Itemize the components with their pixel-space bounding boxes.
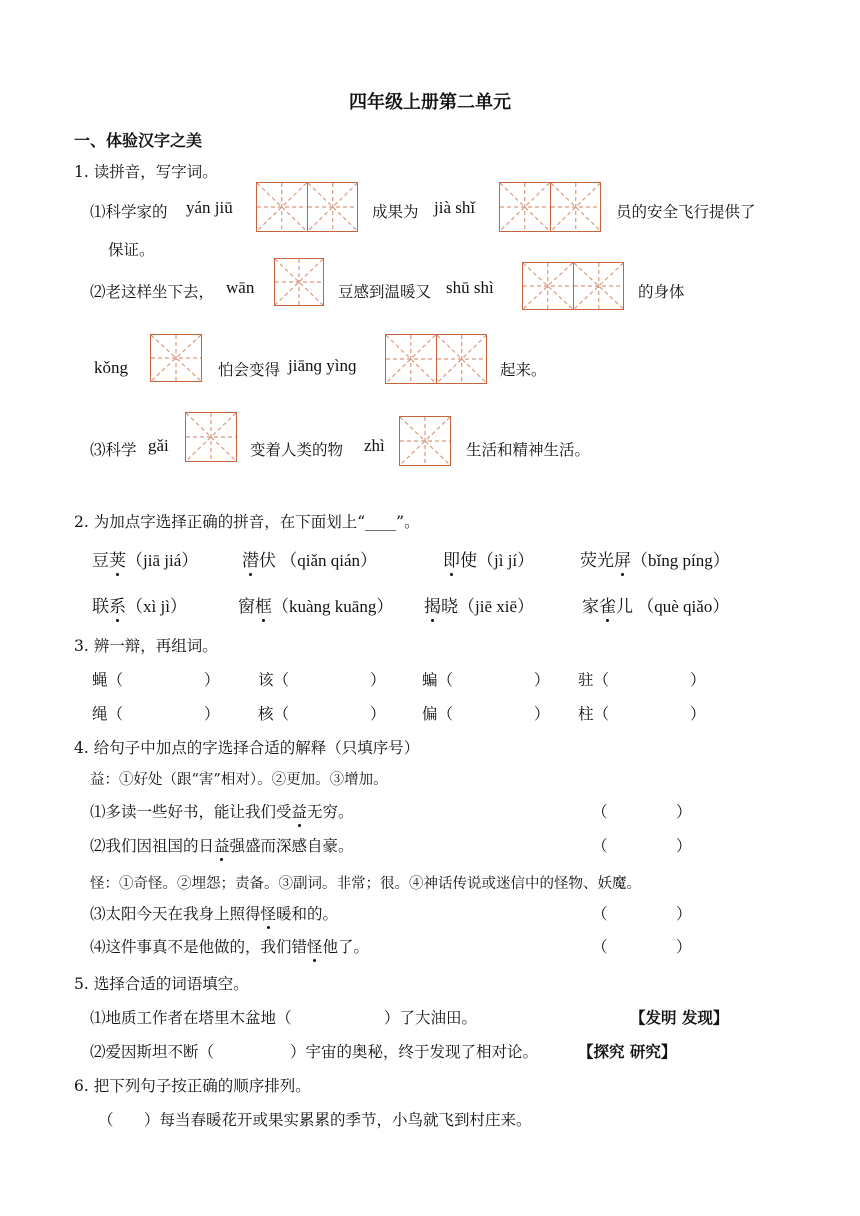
writing-cell[interactable] [151, 335, 201, 381]
writing-cell[interactable] [386, 335, 436, 383]
writing-grid-1[interactable] [150, 334, 202, 382]
q6-order-paren[interactable]: （ [98, 1111, 114, 1129]
q1-line2-text-c: 的身体 [638, 283, 685, 301]
answer-paren-close: ） [676, 905, 692, 923]
q4-sentence-1: ⑴多读一些好书，能让我们受益无穷。 [90, 800, 354, 822]
q3-paren: ） [690, 671, 706, 689]
q1-line4-text-a: ⑶科学 [90, 441, 137, 459]
answer-paren-close: ） [676, 803, 692, 821]
q3-char: 绳（ [92, 705, 124, 723]
question-3-heading: 3. 辨一辩，再组词。 [74, 637, 218, 655]
writing-grid-1[interactable] [399, 416, 451, 466]
q3-char: 驻（ [578, 671, 610, 689]
writing-cell[interactable] [400, 417, 450, 465]
q1-pinyin-jiashi: jià shǐ [434, 198, 476, 217]
q5-options-1: 【发明 发现】 [630, 1008, 729, 1027]
page-title: 四年级上册第二单元 [349, 92, 511, 113]
q2-item[interactable]: 窗框（kuàng kuāng） [238, 592, 393, 617]
writing-grid-2[interactable] [385, 334, 487, 384]
q3-char: 蝇（ [92, 671, 124, 689]
writing-grid-2[interactable] [522, 262, 624, 310]
question-5-heading: 5. 选择合适的词语填空。 [74, 975, 249, 993]
definition-yi: 益：①好处（跟“害”相对）。②更加。③增加。 [90, 772, 388, 788]
writing-cell[interactable] [523, 263, 573, 309]
question-4-heading: 4. 给句子中加点的字选择合适的解释（只填序号） [74, 739, 420, 757]
q1-pinyin-wan: wān [226, 278, 255, 297]
writing-grid-2[interactable] [256, 182, 358, 232]
q3-paren: ） [370, 705, 386, 723]
q2-item[interactable]: 潜伏 （qiǎn qián） [242, 546, 377, 571]
q1-line3-text-a: 怕会变得 [218, 361, 281, 379]
q4-sentence-2: ⑵我们因祖国的日益强盛而深感自豪。 [90, 834, 354, 856]
q3-paren: ） [534, 705, 550, 723]
q1-line4-text-c: 生活和精神生活。 [466, 441, 591, 459]
q1-line2-text-a: ⑵老这样坐下去， [90, 283, 215, 301]
q1-pinyin-shushi: shū shì [446, 278, 494, 297]
q5-sentence-1-a: ⑴地质工作者在塔里木盆地（ [90, 1009, 292, 1027]
q1-pinyin-jiangying: jiānɡ yìnɡ [288, 356, 357, 375]
q1-line2-text-b: 豆感到温暖又 [338, 283, 432, 301]
q2-item[interactable]: 即使（jì jí） [443, 546, 534, 571]
q3-paren: ） [204, 671, 220, 689]
q2-item[interactable]: 荧光屏（bǐng píng） [580, 546, 730, 571]
writing-cell[interactable] [436, 335, 487, 383]
writing-cell[interactable] [573, 263, 624, 309]
q1-line1-text-c: 员的安全飞行提供了 [616, 203, 756, 221]
q2-item[interactable]: 豆荚（jiā jiá） [92, 546, 198, 571]
q3-char: 蝙（ [422, 671, 454, 689]
q5-options-2: 【探究 研究】 [578, 1042, 677, 1061]
section-heading: 一、体验汉字之美 [74, 131, 203, 150]
writing-cell[interactable] [550, 183, 601, 231]
q3-paren: ） [690, 705, 706, 723]
q1-line3-text-b: 起来。 [500, 361, 547, 379]
answer-paren-close: ） [676, 938, 692, 956]
answer-paren-close: ） [676, 837, 692, 855]
writing-cell[interactable] [500, 183, 550, 231]
q5-sentence-1-b: ）了大油田。 [384, 1009, 478, 1027]
answer-paren-open[interactable]: （ [592, 837, 608, 855]
writing-grid-1[interactable] [274, 258, 324, 306]
answer-paren-open[interactable]: （ [592, 803, 608, 821]
q3-char: 该（ [258, 671, 290, 689]
writing-cell[interactable] [257, 183, 307, 231]
q3-char: 核（ [258, 705, 290, 723]
q4-sentence-4: ⑷这件事真不是他做的，我们错怪他了。 [90, 935, 369, 957]
q4-sentence-3: ⑶太阳今天在我身上照得怪暖和的。 [90, 902, 338, 924]
question-2-heading: 2. 为加点字选择正确的拼音，在下面划上“____”。 [74, 513, 420, 531]
q2-item[interactable]: 揭晓（jiē xiē） [424, 592, 534, 617]
writing-cell[interactable] [307, 183, 358, 231]
q5-sentence-2-a: ⑵爱因斯坦不断（ [90, 1043, 215, 1061]
q3-paren: ） [534, 671, 550, 689]
answer-paren-open[interactable]: （ [592, 905, 608, 923]
q6-sentence-1: ）每当春暖花开或果实累累的季节，小鸟就飞到村庄来。 [144, 1111, 532, 1129]
q1-line1-continuation: 保证。 [108, 241, 155, 259]
definition-guai: 怪：①奇怪。②埋怨；责备。③副词。非常；很。④神话传说或迷信中的怪物、妖魔。 [90, 876, 641, 892]
q1-pinyin-gai: gǎi [148, 436, 169, 455]
q1-line4-text-b: 变着人类的物 [250, 441, 344, 459]
q2-item[interactable]: 家雀儿 （què qiǎo） [582, 592, 729, 617]
q1-line1-text-b: 成果为 [372, 203, 419, 221]
q5-sentence-2-b: ）宇宙的奥秘，终于发现了相对论。 [290, 1043, 539, 1061]
question-1-heading: 1. 读拼音，写字词。 [74, 163, 218, 181]
q1-line1-text-a: ⑴科学家的 [90, 203, 168, 221]
writing-cell[interactable] [275, 259, 323, 305]
answer-paren-open[interactable]: （ [592, 938, 608, 956]
q2-item[interactable]: 联系（xì jì） [92, 592, 187, 617]
writing-grid-1[interactable] [185, 412, 237, 462]
question-6-heading: 6. 把下列句子按正确的顺序排列。 [74, 1077, 311, 1095]
writing-cell[interactable] [186, 413, 236, 461]
q1-pinyin-yanjiu: yán jiū [186, 198, 233, 217]
q3-char: 偏（ [422, 705, 454, 723]
q3-char: 柱（ [578, 705, 610, 723]
q3-paren: ） [204, 705, 220, 723]
q3-paren: ） [370, 671, 386, 689]
writing-grid-2[interactable] [499, 182, 601, 232]
q1-pinyin-zhi: zhì [364, 436, 385, 455]
q1-pinyin-kong: kǒng [94, 358, 128, 377]
